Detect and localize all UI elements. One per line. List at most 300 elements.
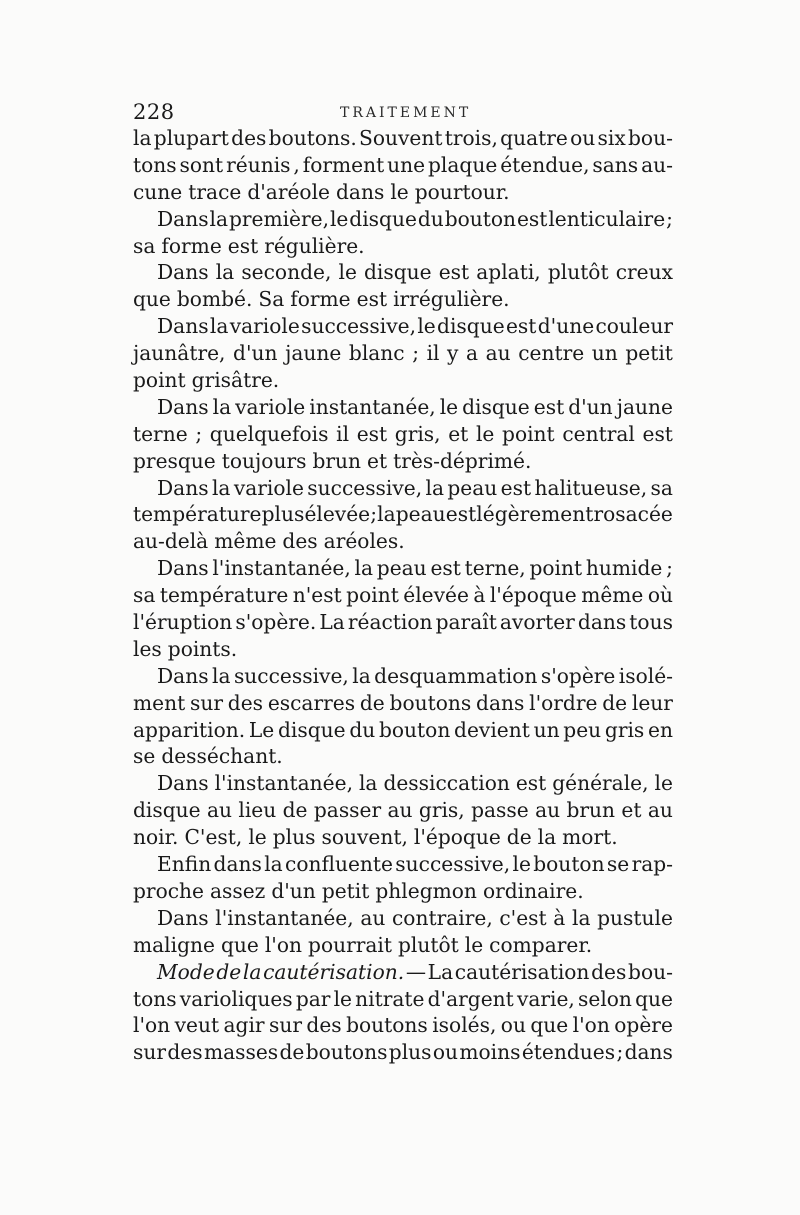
italic-word: de [216,959,242,984]
word: c'est [499,905,547,930]
text-line [133,501,673,528]
word: légèrement [476,502,594,527]
word: sur [133,1040,167,1065]
word: bouton [444,206,517,231]
word: l'ordre [529,690,598,715]
word: variole [229,314,300,339]
word: est [516,206,548,231]
word: à [553,905,566,930]
word: la [571,905,591,930]
text-line [133,528,673,555]
word: pustule [597,905,673,930]
word: varioliques [179,986,293,1011]
word: l'époque [413,825,501,850]
text-line [133,986,673,1013]
word: masses [203,1040,279,1065]
word: petit [625,341,673,366]
word: en [648,717,673,742]
word: isolés, [432,1013,497,1038]
word: successive, [233,663,349,688]
text-line [133,125,673,152]
word: rap- [631,852,673,877]
word: d'un [568,394,613,419]
word: blanc [348,341,405,366]
word: au [387,798,413,823]
word: rosacée [593,502,673,527]
word: plutôt [547,260,609,285]
word: ; [195,421,203,446]
word: dessiccation [383,771,510,796]
word: les [133,636,162,661]
word: quatre [500,126,568,150]
word: gris [604,717,645,742]
word: dans [213,852,262,877]
word: le [333,986,352,1011]
text-line [133,743,673,770]
word: quelquefois [209,421,329,446]
word: il [426,341,440,366]
word: disque [349,206,417,231]
word: Dans [157,394,209,419]
word: est [445,502,477,527]
text-line [133,582,673,609]
text-line [133,1012,673,1039]
word: Sa [258,287,285,312]
word: devient [454,717,530,742]
word: apparition. [133,717,246,742]
word: au-delà [133,529,209,554]
word: Dans [157,905,209,930]
word: aréoles. [323,529,405,554]
text-line [133,555,673,582]
word: y [447,341,459,366]
word: disque [277,717,346,742]
word: des [306,1013,342,1038]
word: point [346,583,399,608]
word: d'un [233,341,278,366]
text-line [133,824,673,851]
word: selon [578,986,632,1011]
word: paraît [435,610,497,635]
text-line [133,206,673,233]
word: d'une [537,314,595,339]
word: Enfin [157,852,212,877]
word: est [505,314,537,339]
word: lenticulaire [548,206,666,231]
word: Souvent [359,126,443,150]
word: ment [133,690,186,715]
word: gris, [418,798,465,823]
word: plus [272,825,316,850]
word: réaction [347,610,433,635]
word: et [621,798,642,823]
word: Dans [157,475,209,500]
word: plus [388,1040,432,1065]
word: même [581,583,644,608]
word: sur [268,1013,302,1038]
word: avorter [499,610,575,635]
word: contraire, [392,905,493,930]
word: terne, [464,556,526,581]
text-line [133,340,673,367]
word: réunis [226,152,291,177]
word: point [133,368,186,393]
word: des [227,690,264,715]
word: jaune [616,394,673,419]
word: l'on [264,932,303,957]
word: toujours [221,448,307,473]
word: très-déprimé. [393,448,532,473]
word: variole [233,475,304,500]
word: des [231,126,267,150]
word: l'éruption [133,610,233,635]
word: creux [615,260,673,285]
word: disque [462,394,530,419]
word: peau [395,502,446,527]
word: que [530,1013,569,1038]
word: passe [471,798,529,823]
word: la [212,394,232,419]
text-line [133,717,673,744]
word: central [562,421,635,446]
word: Le [248,717,275,742]
word: est [642,421,673,446]
word: leur [631,690,673,715]
word: au [647,798,673,823]
word: d'argent [427,986,514,1011]
word: des [167,1040,203,1065]
word: ; [412,341,419,366]
word: desquammation [374,663,538,688]
word: s'opère [540,663,616,688]
word: le [464,932,484,957]
word: — [405,959,426,984]
text-line [133,179,673,206]
word: nitrate [355,986,425,1011]
word: successive, [307,475,423,500]
text-line [133,690,673,717]
word: aplati, [476,260,541,285]
word: la [358,771,378,796]
word: point [502,421,555,446]
word: tons [133,986,177,1011]
word: se [133,744,156,769]
word: température [133,502,262,527]
word: étendue, [500,152,590,177]
word: Dans [157,663,209,688]
word: jaune [285,341,342,366]
word: C'est, [184,825,243,850]
word: étendues [521,1040,616,1065]
word: tons [133,152,177,177]
word: couleur [595,314,673,339]
word: successive, [395,852,511,877]
text-line [133,367,673,394]
word: plupart [153,126,229,150]
word: opère [614,1013,673,1038]
word: points. [167,636,238,661]
word: disque [133,798,201,823]
word: irrégulière. [393,287,510,312]
text-line [133,475,673,502]
text-line [133,1039,673,1066]
word: première, [228,206,330,231]
word: la [377,502,396,527]
word: plutôt [398,932,459,957]
word: humide [585,556,663,581]
word: tous [629,610,673,635]
word: du [417,206,444,231]
word: de [282,798,308,823]
text-line [133,636,673,663]
word: moins [459,1040,521,1065]
word: où [647,583,673,608]
text-line [133,932,673,959]
word: ou [570,126,596,150]
word: le [417,314,436,339]
word: instantanée, [309,394,436,419]
word: pourrait [308,932,392,957]
word: Dans [157,771,209,796]
word: n'est [292,583,342,608]
word: trace [188,179,242,204]
word: la [264,852,283,877]
word: terne [133,421,188,446]
word: boutons [346,1013,428,1038]
word: le [338,260,357,285]
word: au [485,341,511,366]
text-line [133,878,673,905]
text-line [133,313,673,340]
text-line [133,663,673,690]
word: ou [432,1040,459,1065]
word: successive, [301,314,417,339]
word: et [448,421,469,446]
word: disque [437,314,505,339]
word: il [336,421,350,446]
word: mort. [562,825,618,850]
word: au [206,798,233,823]
word: trois, [444,126,498,150]
word: noir. [133,825,179,850]
word: la [352,663,371,688]
word: dans [577,610,627,635]
word: sont [179,152,224,177]
word: générale, [552,771,649,796]
word: est [227,233,259,258]
word: est [500,475,532,500]
word: est [438,260,470,285]
word: l'on [572,1013,610,1038]
text-line [133,770,673,797]
word: lieu [238,798,277,823]
word: par [295,986,331,1011]
word: boutons [389,690,472,715]
page-number: 228 [133,100,175,124]
word: La [319,610,345,635]
word: d'aréole [247,179,330,204]
word: comparer. [489,932,593,957]
word: souvent, [321,825,408,850]
word: ; [370,502,378,527]
word: , [293,152,300,177]
word: ou [500,1013,526,1038]
word: bombé. [176,287,253,312]
word: dans [624,1040,673,1065]
word: pourtour. [414,179,510,204]
word: l'instantanée, [212,556,351,581]
word: Dans [157,260,209,285]
word: ; [666,556,673,581]
word: varie, [516,986,575,1011]
word: au [535,798,561,823]
word: et [367,448,388,473]
word: au- [641,152,673,177]
word: petit [321,878,370,903]
word: plaque [428,152,498,177]
word: l'époque [489,583,577,608]
word: disque [364,260,432,285]
word: s'opère. [235,610,317,635]
word: forme [161,233,222,258]
word: l'on [133,1013,171,1038]
word: boutons [305,1040,388,1065]
word: la [354,556,374,581]
word: passer [313,798,382,823]
text-line [133,609,673,636]
word: une [387,152,426,177]
word: proche [133,878,204,903]
word: de [279,1040,305,1065]
word: de [506,825,532,850]
word: que [635,986,673,1011]
text-line [133,905,673,932]
word: un [591,341,618,366]
word: ordinaire. [482,878,584,903]
word: de [602,690,628,715]
word: est [356,421,388,446]
word: isolé- [618,663,673,688]
text-line [133,233,673,260]
word: à [473,583,486,608]
word: variole [235,394,306,419]
word: sa [133,233,156,258]
word: agir [223,1013,265,1038]
word: peau [376,556,427,581]
word: le [329,206,349,231]
word: l'instantanée, [214,771,353,796]
italic-word: cautérisation. [263,959,405,984]
word: ; [616,1040,624,1065]
word: confluente [285,852,393,877]
word: sa [133,583,156,608]
word: est [430,556,461,581]
word: bouton [533,852,605,877]
text-line [133,152,673,179]
text-line [133,959,673,986]
word: boutons. [268,126,357,150]
word: la [215,260,235,285]
text-line [133,797,673,824]
word: cautérisation [454,959,590,984]
word: six [597,126,626,150]
word: presque [133,448,216,473]
word: a [466,341,479,366]
running-title: TRAITEMENT [340,105,472,121]
italic-word: Mode [157,959,215,984]
word: la [209,206,229,231]
body-text [133,125,673,1066]
word: le [248,825,267,850]
word: la [209,314,229,339]
word: plus [261,502,305,527]
word: grisâtre. [191,368,280,393]
word: assez [209,878,266,903]
word: brun [566,798,616,823]
word: le [512,852,531,877]
word: bou- [628,126,673,150]
word: est [356,287,388,312]
word: élevée [304,502,371,527]
word: d'un [271,878,316,903]
word: le [439,394,459,419]
word: cune [133,179,183,204]
word: sur [190,690,224,715]
word: au [360,905,386,930]
word: escarres [267,690,356,715]
word: point [529,556,583,581]
word: dans [336,179,385,204]
word: centre [518,341,585,366]
word: de [359,690,385,715]
word: le [654,771,673,796]
word: jaunâtre, [133,341,226,366]
word: ; [666,206,673,231]
italic-word: la [242,959,262,984]
word: Dans [157,314,209,339]
word: Dans [157,556,209,581]
word: est [515,771,547,796]
word: la [537,825,557,850]
text-line [133,394,673,421]
word: maligne [133,932,215,957]
word: bou- [628,959,673,984]
word: forme [290,287,351,312]
word: la [212,663,231,688]
word: halitueuse, [534,475,648,500]
word: seconde, [241,260,332,285]
word: le [390,179,409,204]
word: La [427,959,454,984]
word: sa [650,475,673,500]
word: desséchant. [161,744,283,769]
running-head [133,100,673,124]
word: des [591,959,627,984]
word: phlegmon [375,878,477,903]
word: peu [563,717,602,742]
word: température [159,583,289,608]
text-line [133,286,673,313]
word: est [533,394,565,419]
text-line [133,421,673,448]
word: brun [312,448,362,473]
word: peau [447,475,498,500]
word: forment [302,152,385,177]
word: même [214,529,277,554]
word: que [133,287,171,312]
word: la [133,126,152,150]
word: que [220,932,259,957]
